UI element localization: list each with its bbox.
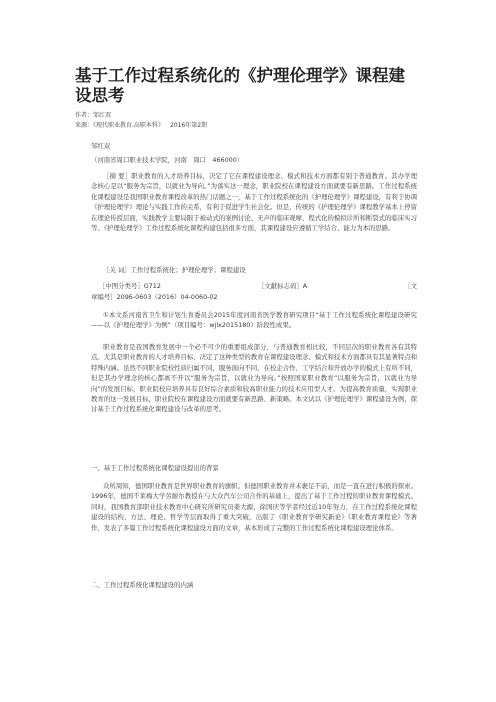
fund-note: ①本文系河南省卫生和计划生育委员会2015年度河南省医学教育研究项目“基于工作过程系统化课程建设研究——以《护理伦理学》为例”（项目编号：wjlx2015180）阶段性成果。 [91,311,417,330]
author-name: 邹红双 [93,112,112,119]
clc-number: ［中图分类号］G712 [99,282,161,290]
affiliation: （河南省周口职业技术学院，河南 周口 466000） [91,156,244,164]
source-line [75,122,213,130]
section-heading-2: 二、工作过程系统化课程建设的内涵 [91,581,194,589]
author-label: 作者： [75,112,94,119]
paragraph-2: 众所周知，德国职业教育是世界职业教育的旗帜。但德国职业教育并未裹足不前，而是一直在进行积极的探索。1996年，德国不莱梅大学劳耐尔教授在与大众汽车公司合作的基础上，提出了基于工作过程的职业教育课程模式。同时，我国教育部职业技术教育中心研究所研究员姜大源、徐国庆等学者经过近10年努力，在工作过程系统化课程建设的结构、方法、理论、哲学等层面取得了重大突破，出版了《职业教育学研究新论》《职业教育课程论》等著作，发表了多篇工作过程系统化课程建设方面的文章，基本形成了完整的工作过程系统化课程建设理论体系。 [91,482,417,532]
paragraph-1: 职业教育是我国教育发展中一个必不可少的重要组成部分，与普通教育相比较，不同层次的职业教育各有其特点。尤其是职业教育的人才培养目标，决定了这种类型的教育在课程建设理念、模式和技术方面都具有其显著特点和特殊内涵。虽然不同职业院校性质归属不同，服务面向不同，在校企合作、工学结合和开放办学的模式上有所不同，但是其办学理念的核心都离不开以“服务为宗旨，以就业为导向。”按照国家职业教育“以服务为宗旨，以就业为导向”的发展目标，职业院校应培养具有良好综合素质和较高职业能力的技术应用型人才。为提高教育质量，实现职业教育的这一发展目标，职业院校在课程建设方面就要有新思路、新策略。本文试以《护理伦理学》课程建设为例，探讨基于工作过程系统化课程建设与改革的思考。 [91,343,417,414]
article-number-label: ［文 [404,282,417,290]
document-code: ［文献标志码］A [258,282,308,290]
source-label: 来源： [75,122,94,129]
issue-info: 2016年第2期 [169,122,208,129]
source-name: 《现代职业教育.高职本科》 [93,122,164,129]
article-number: 章编号］2096-0603（2016）04-0060-02 [91,293,218,301]
section-heading-1: 一、基于工作过程系统化课程建设提出的背景 [91,464,219,472]
classification-row [91,281,417,292]
abstract: ［摘 要］职业教育的人才培养目标，决定了它在课程建设理念、模式和技术方面都有别于普通教育。其办学理念核心是以“服务为宗旨，以就业为导向。”为落实这一理念，职业院校在课程建设方面就要有新思路。工作过程系统化课程建设是我国职业教育课程改革的热门话题之一，基于工作过程系统化的《护理伦理学》课程建设，有利于协调《护理伦理学》理论与实践工作的关系，有利于促进学生社会化。但是，传统的《护理伦理学》课程教学基本上停留在理论传授层面，实践教学主要局限于被动式的案例讨论、无声的临床观摩、程式化的模拟诊所和断裂式的临床实习等。《护理伦理学》工作过程系统化课程构建包括很多方面，其课程建设应遵循工学结合、能力为本的思路。 [91,172,417,233]
byline: 邹红双 [91,142,111,150]
article-title: 基于工作过程系统化的《护理伦理学》课程建设思考 [75,66,405,105]
author-line [75,112,117,120]
keywords: ［关 词］工作过程系统化；护理伦理学；课程建设 [103,266,246,274]
